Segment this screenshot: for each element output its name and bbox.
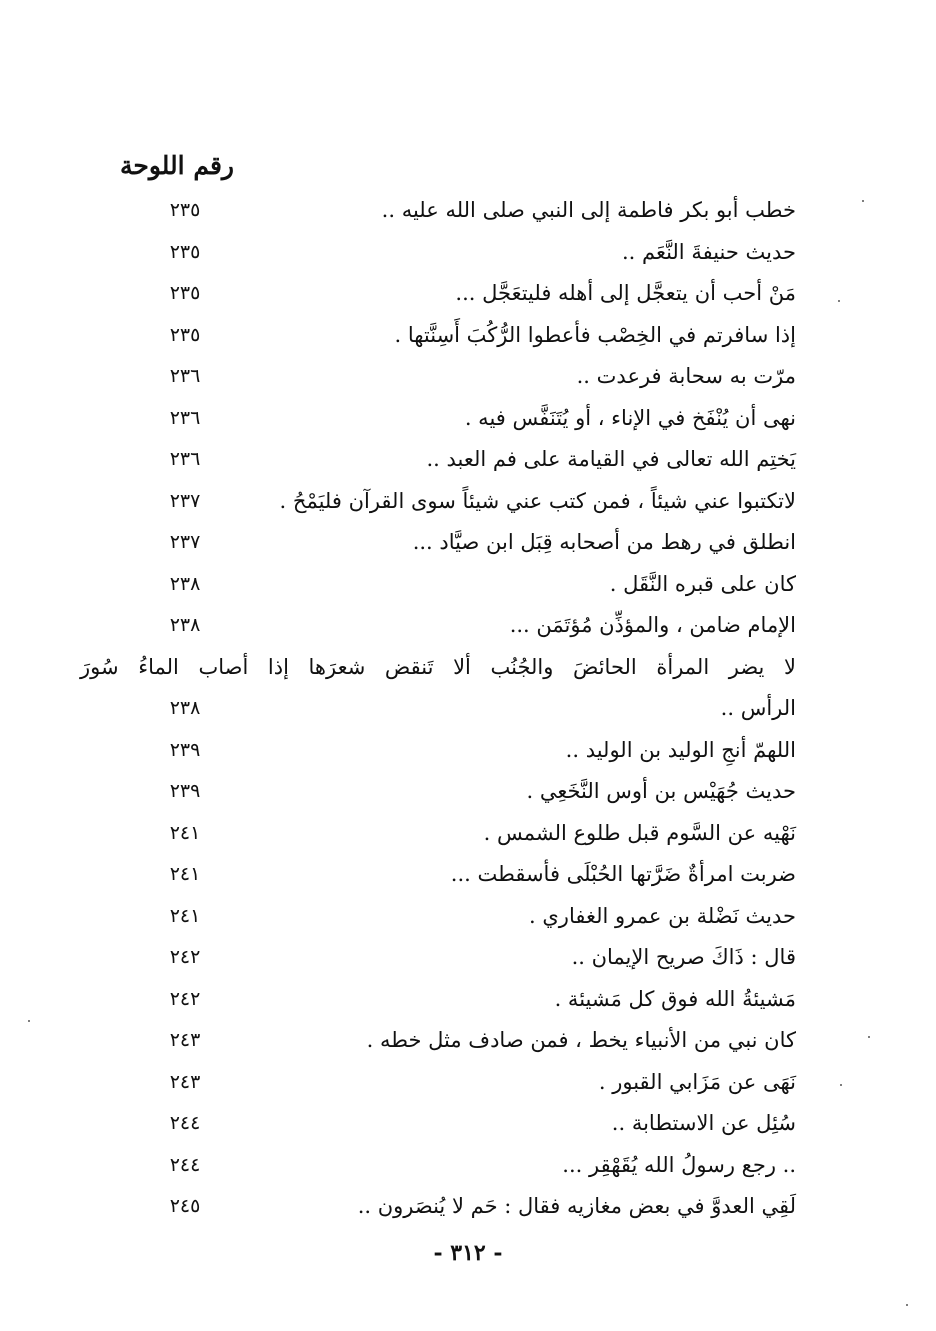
entry-text: لا يضر المرأة الحائضَ والجُنُب ألا تَنقض شعرَها إذا أصاب الماءُ سُورَ	[80, 654, 796, 679]
index-entry	[150, 771, 796, 813]
entry-page-number: ٢٣٥	[169, 240, 201, 263]
scan-speck	[838, 300, 840, 302]
entry-text: اللهمّ أنجِ الوليد بن الوليد ..	[565, 737, 796, 762]
page-number-column-title: رقم اللوحة	[120, 151, 234, 180]
entry-page-number: ٢٤١	[169, 863, 201, 885]
index-entry	[150, 356, 796, 398]
entry-page-number: ٢٤٢	[169, 987, 201, 1010]
index-entry	[150, 1020, 796, 1062]
entry-text: نهى أن يُنْفَخ في الإناء ، أو يُتَنَفَّس فيه .	[464, 405, 796, 430]
entry-page-number: ٢٤١	[169, 904, 201, 927]
entry-text: حديث حنيفةَ النَّعَم ..	[621, 239, 796, 264]
entry-page-number: ٢٣٩	[169, 738, 201, 761]
entry-page-number: ٢٤٥	[169, 1195, 201, 1217]
entry-page-number: ٢٣٩	[169, 780, 201, 802]
index-entry-wrapped-continuation	[150, 688, 796, 730]
entry-text: الرأس ..	[720, 696, 796, 720]
index-entry	[150, 273, 796, 315]
index-entry	[150, 979, 796, 1021]
entry-text: انطلق في رهط من أصحابه قِبَل ابن صيَّاد ...	[412, 530, 796, 554]
entry-page-number: ٢٣٧	[169, 531, 201, 553]
entry-page-number: ٢٣٦	[169, 406, 201, 429]
entry-text: يَختِم الله تعالى في القيامة على فم العبد ..	[426, 447, 796, 471]
entry-text: سُئِل عن الاستطابة ..	[611, 1111, 796, 1135]
entry-text: حديث جُهَيْس بن أوس النَّخَعِي .	[526, 779, 796, 803]
entry-text: ضربت امرأةٌ ضَرَّتها الحُبْلَى فأسقطت ...	[450, 862, 796, 886]
index-entry-wrapped-first-line	[80, 647, 796, 689]
entry-page-number: ٢٣٥	[169, 199, 201, 221]
entry-text: نَهْيه عن السَّوم قبل طلوع الشمس .	[483, 820, 796, 845]
index-entry	[150, 398, 796, 440]
entry-text: قال : ذَاكَ صريح الإيمان ..	[571, 945, 796, 969]
index-entry	[150, 564, 796, 606]
scan-speck	[862, 200, 864, 202]
entry-text: لاتكتبوا عني شيئاً ، فمن كتب عني شيئاً سوى القرآن فليَمْحُ .	[279, 488, 796, 513]
entry-text: خطب أبو بكر فاطمة إلى النبي صلى الله عليه ..	[381, 198, 796, 222]
index-entry	[150, 190, 796, 232]
index-entry	[150, 605, 796, 647]
index-entry	[150, 481, 796, 523]
index-entry	[150, 937, 796, 979]
entry-page-number: ٢٣٥	[169, 282, 201, 304]
entry-text: .. رجع رسولُ الله يُقَهْقِر ...	[562, 1152, 796, 1177]
entry-page-number: ٢٤٤	[169, 1112, 201, 1134]
entry-page-number: ٢٣٨	[169, 614, 201, 636]
entry-page-number: ٢٤٤	[169, 1153, 201, 1176]
entry-text: مَشيئةُ الله فوق كل مَشيئة .	[554, 986, 796, 1011]
index-entry	[150, 315, 796, 357]
scan-speck	[868, 1036, 870, 1038]
entry-text: لَقِي العدوَّ في بعض مغازيه فقال : حَم لا يُنصَرون ..	[357, 1194, 796, 1218]
entry-page-number: ٢٤٣	[169, 1029, 201, 1051]
entry-text: الإمام ضامن ، والمؤذِّن مُؤتَمَن ...	[509, 613, 796, 637]
page-footer-number: - ٣١٢ -	[433, 1240, 503, 1266]
entry-text: نَهَى عن مَزَابي القبور .	[598, 1069, 796, 1094]
hadith-index-list	[80, 190, 796, 1228]
entry-page-number: ٢٤٣	[169, 1070, 201, 1093]
entry-page-number: ٢٣٦	[169, 448, 201, 470]
entry-page-number: ٢٣٧	[169, 489, 201, 512]
index-entry	[150, 1145, 796, 1187]
index-entry	[150, 1103, 796, 1145]
scan-speck	[906, 1304, 908, 1306]
entry-page-number: ٢٣٥	[169, 323, 201, 346]
scan-speck	[28, 1020, 30, 1022]
entry-text: كان على قبره النَّقَل .	[609, 571, 796, 596]
scan-speck	[840, 1084, 842, 1086]
entry-page-number: ٢٣٨	[169, 572, 201, 595]
index-entry	[150, 813, 796, 855]
entry-page-number: ٢٤١	[169, 821, 201, 844]
entry-page-number: ٢٣٦	[169, 365, 201, 387]
entry-text: حديث نَضْلة بن عمرو الغفاري .	[529, 903, 796, 928]
index-entry	[150, 896, 796, 938]
entry-text: مَنْ أحب أن يتعجَّل إلى أهله فليتعَجَّل ...	[455, 281, 796, 305]
index-entry	[150, 439, 796, 481]
index-entry	[150, 1186, 796, 1228]
index-entry	[150, 730, 796, 772]
index-entry	[150, 1062, 796, 1104]
entry-text: مرّت به سحابة فرعدت ..	[576, 364, 796, 388]
entry-page-number: ٢٤٢	[169, 946, 201, 968]
index-entry	[150, 232, 796, 274]
index-entry	[150, 522, 796, 564]
entry-text: كان نبي من الأنبياء يخط ، فمن صادف مثل خطه .	[366, 1028, 796, 1052]
index-entry	[150, 854, 796, 896]
entry-page-number: ٢٣٨	[169, 697, 201, 719]
entry-text: إذا سافرتم في الخِصْب فأعطوا الرُّكُبَ أَسِنَّتها .	[394, 322, 796, 347]
